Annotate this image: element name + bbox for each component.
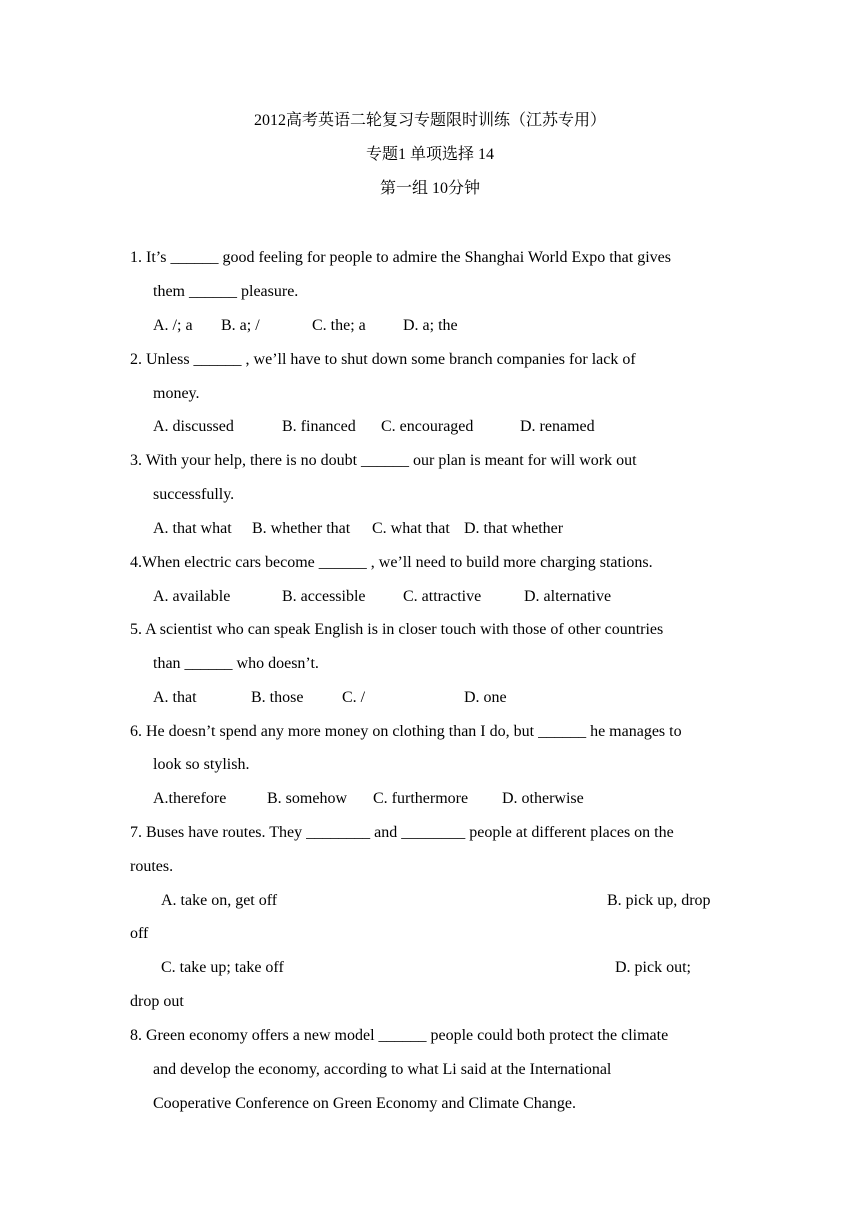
question-stem-line: 2. Unless ______ , we’ll have to shut down some branch companies for lack of — [130, 351, 636, 368]
question-stem-line: 4.When electric cars become ______ , we’ll need to build more charging stations. — [130, 554, 653, 571]
question-stem-line: and develop the economy, according to what Li said at the International — [153, 1061, 612, 1078]
question-stem-line: 1. It’s ______ good feeling for people to admire the Shanghai World Expo that gives — [130, 249, 671, 266]
option-d-continued: drop out — [130, 993, 184, 1010]
option-a: A. take on, get off — [161, 892, 278, 909]
option-c: C. encouraged — [381, 418, 474, 435]
option-d: D. pick out; — [615, 959, 691, 976]
question-stem-line: Cooperative Conference on Green Economy and Climate Change. — [153, 1095, 576, 1112]
option-a: A. /; a — [153, 317, 193, 334]
option-b: B. somehow — [267, 790, 347, 807]
option-b: B. those — [251, 689, 304, 706]
option-b: B. whether that — [252, 520, 351, 537]
option-b: B. financed — [282, 418, 356, 435]
option-b: B. accessible — [282, 588, 366, 605]
option-c: C. what that — [372, 520, 450, 537]
question-stem-line: successfully. — [153, 486, 235, 503]
group-heading: 第一组 10分钟 — [379, 180, 480, 197]
question-stem-line: 5. A scientist who can speak English is in closer touch with those of other countries — [130, 621, 664, 638]
option-d: D. renamed — [520, 418, 595, 435]
question-stem-line: 7. Buses have routes. They ________ and ________ people at different places on the — [130, 824, 674, 841]
question-stem-line: them ______ pleasure. — [153, 283, 299, 300]
option-c: C. attractive — [403, 588, 482, 605]
option-a: A.therefore — [153, 790, 227, 807]
question-stem-line: routes. — [130, 858, 174, 875]
option-a: A. that what — [153, 520, 232, 537]
question-stem-line: 8. Green economy offers a new model ______ people could both protect the climate — [130, 1027, 669, 1044]
option-d: D. a; the — [403, 317, 458, 334]
option-d: D. otherwise — [502, 790, 584, 807]
option-d: D. that whether — [464, 520, 564, 537]
question-stem-line: look so stylish. — [153, 756, 250, 773]
question-stem-line: 3. With your help, there is no doubt ______ our plan is meant for will work out — [130, 452, 637, 469]
option-d: D. alternative — [524, 588, 612, 605]
option-d: D. one — [464, 689, 507, 706]
option-b-continued: off — [130, 925, 149, 942]
option-a: A. discussed — [153, 418, 234, 435]
page-title: 2012高考英语二轮复习专题限时训练（江苏专用） — [253, 112, 606, 129]
option-b: B. pick up, drop — [607, 892, 711, 909]
option-c: C. take up; take off — [161, 959, 284, 976]
option-c: C. / — [342, 689, 366, 706]
option-b: B. a; / — [221, 317, 260, 334]
question-stem-line: 6. He doesn’t spend any more money on clothing than I do, but ______ he manages to — [130, 723, 682, 740]
question-stem-line: than ______ who doesn’t. — [153, 655, 319, 672]
option-c: C. the; a — [312, 317, 366, 334]
option-c: C. furthermore — [373, 790, 469, 807]
option-a: A. that — [153, 689, 197, 706]
question-stem-line: money. — [153, 385, 200, 402]
option-a: A. available — [153, 588, 231, 605]
page-subtitle: 专题1 单项选择 14 — [365, 146, 494, 163]
